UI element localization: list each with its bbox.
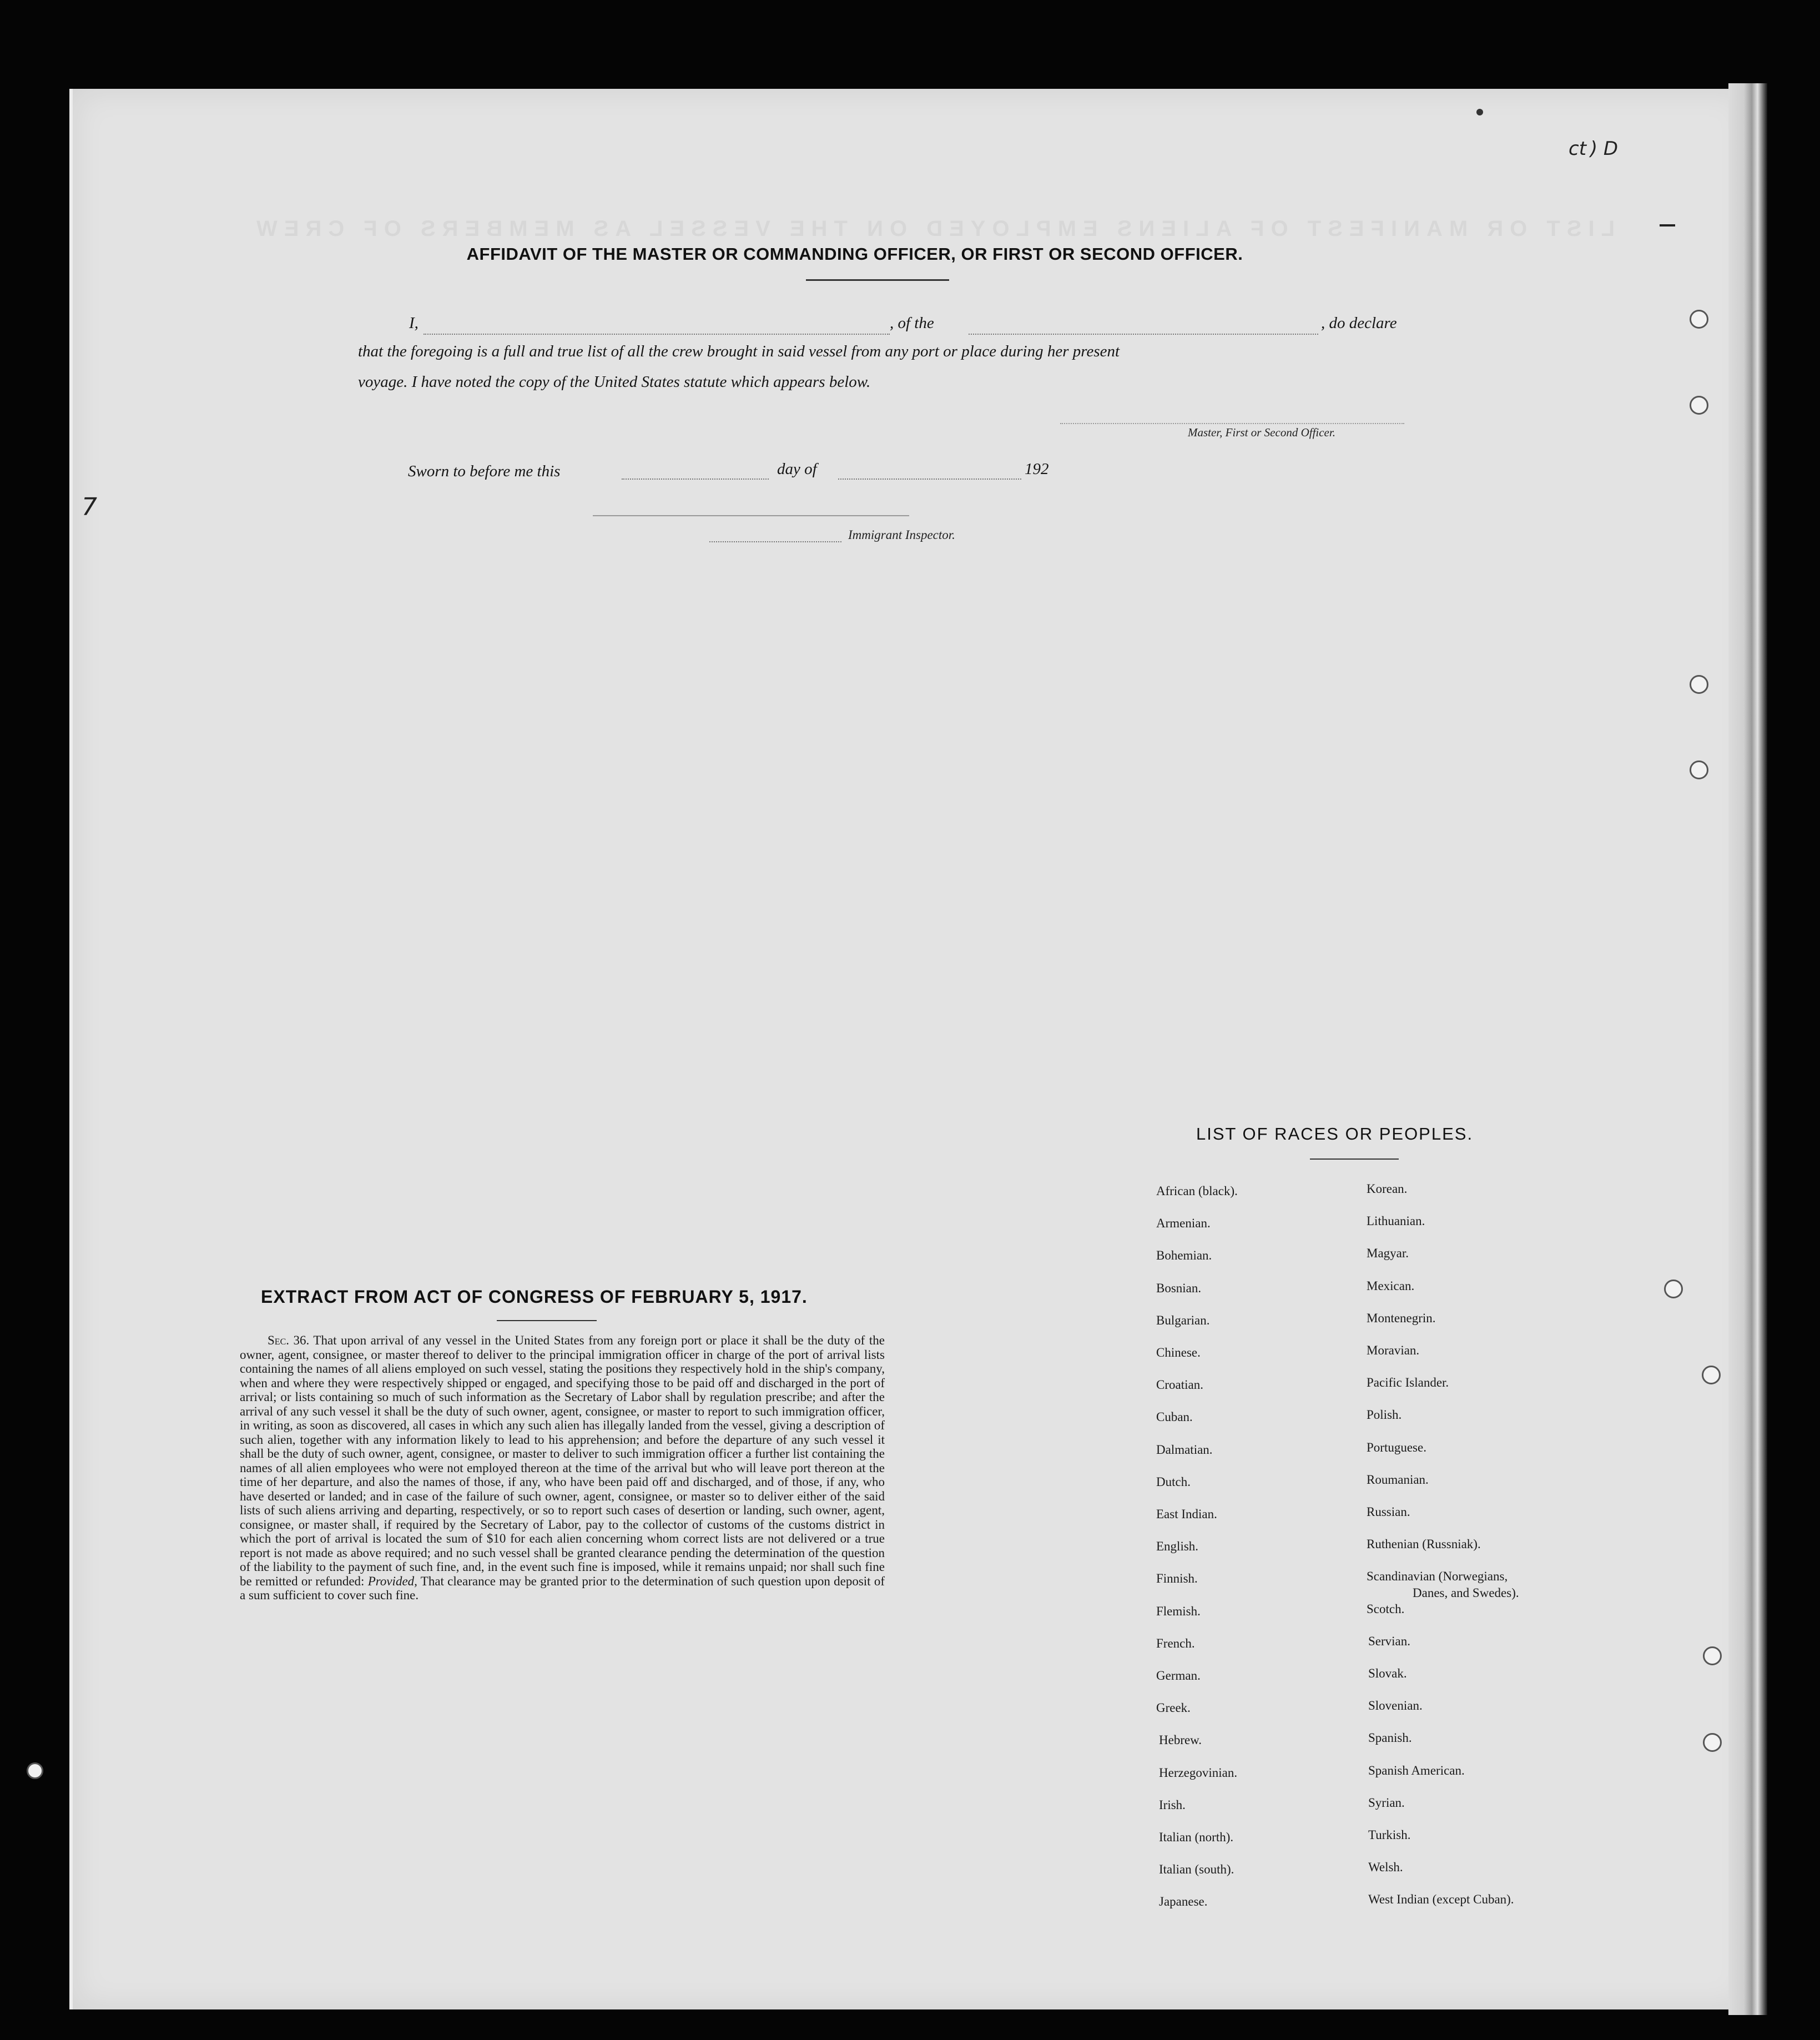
race-item: Danes, and Swedes). — [1413, 1586, 1519, 1600]
punch-hole — [1702, 1366, 1721, 1384]
race-item: Hebrew. — [1159, 1733, 1202, 1747]
race-item: Flemish. — [1156, 1604, 1201, 1618]
sworn-day-field[interactable] — [622, 478, 769, 480]
race-item: Welsh. — [1368, 1860, 1403, 1875]
races-title-rule — [1310, 1158, 1399, 1160]
manifest-page — [69, 89, 1749, 2009]
affidavit-title-rule — [806, 279, 949, 281]
race-item: Slovenian. — [1368, 1699, 1423, 1713]
officer-signature-caption: Master, First or Second Officer. — [1188, 426, 1335, 439]
of-the-label: , of the — [890, 314, 934, 332]
race-item: Servian. — [1368, 1634, 1411, 1648]
race-item: Greek. — [1156, 1701, 1191, 1715]
race-item: Italian (south). — [1159, 1862, 1234, 1877]
race-item: Korean. — [1367, 1182, 1408, 1196]
race-item: English. — [1156, 1539, 1199, 1554]
race-item: French. — [1156, 1636, 1195, 1650]
handwritten-left-mark: 7 — [82, 493, 97, 521]
race-item: Herzegovinian. — [1159, 1765, 1238, 1780]
race-item: Finnish. — [1156, 1571, 1198, 1586]
race-item: Syrian. — [1368, 1795, 1405, 1810]
declaration-line-2: that the foregoing is a full and true list of all the crew brought in said vessel from any port or place during her present — [358, 342, 1120, 360]
punch-hole — [1690, 760, 1708, 779]
race-item: Irish. — [1159, 1797, 1186, 1812]
extract-title: EXTRACT FROM ACT OF CONGRESS OF FEBRUARY 5, 1917. — [261, 1287, 808, 1307]
inspector-name-field[interactable] — [709, 541, 841, 542]
margin-tick — [1660, 224, 1675, 226]
race-item: African (black). — [1156, 1184, 1238, 1198]
margin-dot — [1476, 109, 1483, 115]
section-label: Sec. 36. — [268, 1333, 310, 1347]
punch-hole — [1703, 1646, 1722, 1665]
provided-clause: Provided, — [367, 1574, 417, 1588]
race-item: Roumanian. — [1367, 1472, 1429, 1487]
punch-hole — [1703, 1733, 1722, 1752]
race-item: Lithuanian. — [1367, 1214, 1425, 1228]
race-item: Ruthenian (Russniak). — [1367, 1537, 1481, 1552]
race-item: Mexican. — [1367, 1278, 1415, 1293]
vessel-name-field[interactable] — [969, 334, 1318, 335]
inspector-caption: Immigrant Inspector. — [848, 528, 955, 542]
bleed-through-text: LIST OR MANIFEST OF ALIENS EMPLOYED ON THE VESSEL AS MEMBERS OF CREW — [250, 216, 1615, 241]
stacked-page-edges — [1728, 83, 1767, 2015]
declarant-label: I, — [409, 314, 419, 332]
race-item: Slovak. — [1368, 1666, 1407, 1680]
sworn-label: Sworn to before me this — [408, 462, 561, 480]
race-item: Italian (north). — [1159, 1830, 1234, 1844]
punch-hole — [1690, 675, 1708, 694]
sworn-month-field[interactable] — [838, 478, 1021, 480]
race-item: German. — [1156, 1669, 1201, 1683]
extract-title-rule — [497, 1320, 597, 1321]
races-title: LIST OF RACES OR PEOPLES. — [1196, 1124, 1474, 1144]
inspector-signature-field[interactable] — [593, 515, 909, 516]
race-item: Magyar. — [1367, 1246, 1409, 1261]
race-item: Croatian. — [1156, 1378, 1203, 1392]
year-prefix: 192 — [1025, 460, 1049, 478]
race-item: Bulgarian. — [1156, 1313, 1210, 1327]
handwritten-page-mark: ct ) D — [1569, 138, 1619, 160]
punch-hole — [27, 1762, 43, 1779]
affidavit-title: AFFIDAVIT OF THE MASTER OR COMMANDING OFFICER, OR FIRST OR SECOND OFFICER. — [466, 244, 1243, 264]
race-item: Chinese. — [1156, 1346, 1201, 1359]
race-item: Bohemian. — [1156, 1248, 1212, 1263]
declarant-name-field[interactable] — [424, 334, 890, 335]
race-item: Montenegrin. — [1367, 1311, 1436, 1325]
race-item: Scotch. — [1367, 1601, 1405, 1616]
race-item: Cuban. — [1156, 1410, 1193, 1424]
race-item: Pacific Islander. — [1367, 1376, 1449, 1390]
race-item: West Indian (except Cuban). — [1368, 1892, 1514, 1907]
race-item: Portuguese. — [1367, 1440, 1426, 1454]
race-item: Dutch. — [1156, 1474, 1191, 1489]
officer-signature-field[interactable] — [1060, 423, 1404, 424]
race-item: Turkish. — [1368, 1828, 1411, 1842]
do-declare-label: , do declare — [1321, 314, 1397, 332]
punch-hole — [1664, 1280, 1683, 1298]
day-of-label: day of — [777, 460, 817, 478]
punch-hole — [1690, 310, 1708, 329]
declaration-line-3: voyage. I have noted the copy of the United States statute which appears below. — [358, 373, 871, 391]
race-item: Japanese. — [1159, 1895, 1208, 1909]
punch-hole — [1690, 396, 1708, 415]
extract-section-text — [240, 1333, 885, 1603]
race-item: Russian. — [1367, 1505, 1410, 1519]
race-item: Scandinavian (Norwegians, — [1367, 1569, 1508, 1584]
race-item: Spanish. — [1368, 1731, 1412, 1745]
race-item: Dalmatian. — [1156, 1442, 1213, 1457]
section-body-2: That clearance may be granted prior to the determination of such question upon deposit of a sum sufficient to cover such fine. — [240, 1574, 885, 1602]
race-item: Spanish American. — [1368, 1763, 1465, 1777]
race-item: East Indian. — [1156, 1507, 1217, 1521]
race-item: Bosnian. — [1156, 1281, 1202, 1295]
race-item: Armenian. — [1156, 1216, 1211, 1231]
race-item: Moravian. — [1367, 1343, 1420, 1357]
section-body-1: That upon arrival of any vessel in the United States from any foreign port or place it shall be the duty of the owner, agent, consignee, or master thereof to deliver to the principal immigration officer in charge of the port of arrival lists containing the names of all aliens employed on such vessel, stating the positions they respectively hold in the ship's company, when and where they were respectively shipped or engaged, and specifying those to be paid off and discharged in the port of arrival; or lists containing so much of such information as the Secretary of Labor shall by regulation prescribe; and after the arrival of any such vessel it shall be the duty of such owner, agent, consignee, or master to report to such immigration officer, in writing, as soon as discovered, all cases in which any such alien has illegally landed from the vessel, giving a description of such alien, together with any information likely to lead to his apprehension; and before the departure of any such vessel it shall be the duty of such owner, agent, consignee, or master to deliver to such immigration officer a further list containing the names of all alien employees who were not employed thereon at the time of the arrival but who will leave port thereon at the time of her departure, and also the names of those, if any, who have been paid off and discharged, and of those, if any, who have deserted or landed; and in case of the failure of such owner, agent, consignee, or master so to deliver either of the said lists of such aliens arriving and departing, respectively, or so to report such cases of desertion or landing, such owner, agent, consignee, or master shall, if required by the Secretary of Labor, pay to the collector of customs of the customs district in which the port of arrival is located the sum of $10 for each alien concerning whom correct lists are not delivered or a true report is not made as above required; and no such vessel shall be granted clearance pending the determination of the question of the liability to the payment of such fine, and, in the event such fine is imposed, while it remains unpaid; nor shall such fine be remitted or refunded: — [240, 1333, 885, 1588]
race-item: Polish. — [1367, 1408, 1402, 1422]
